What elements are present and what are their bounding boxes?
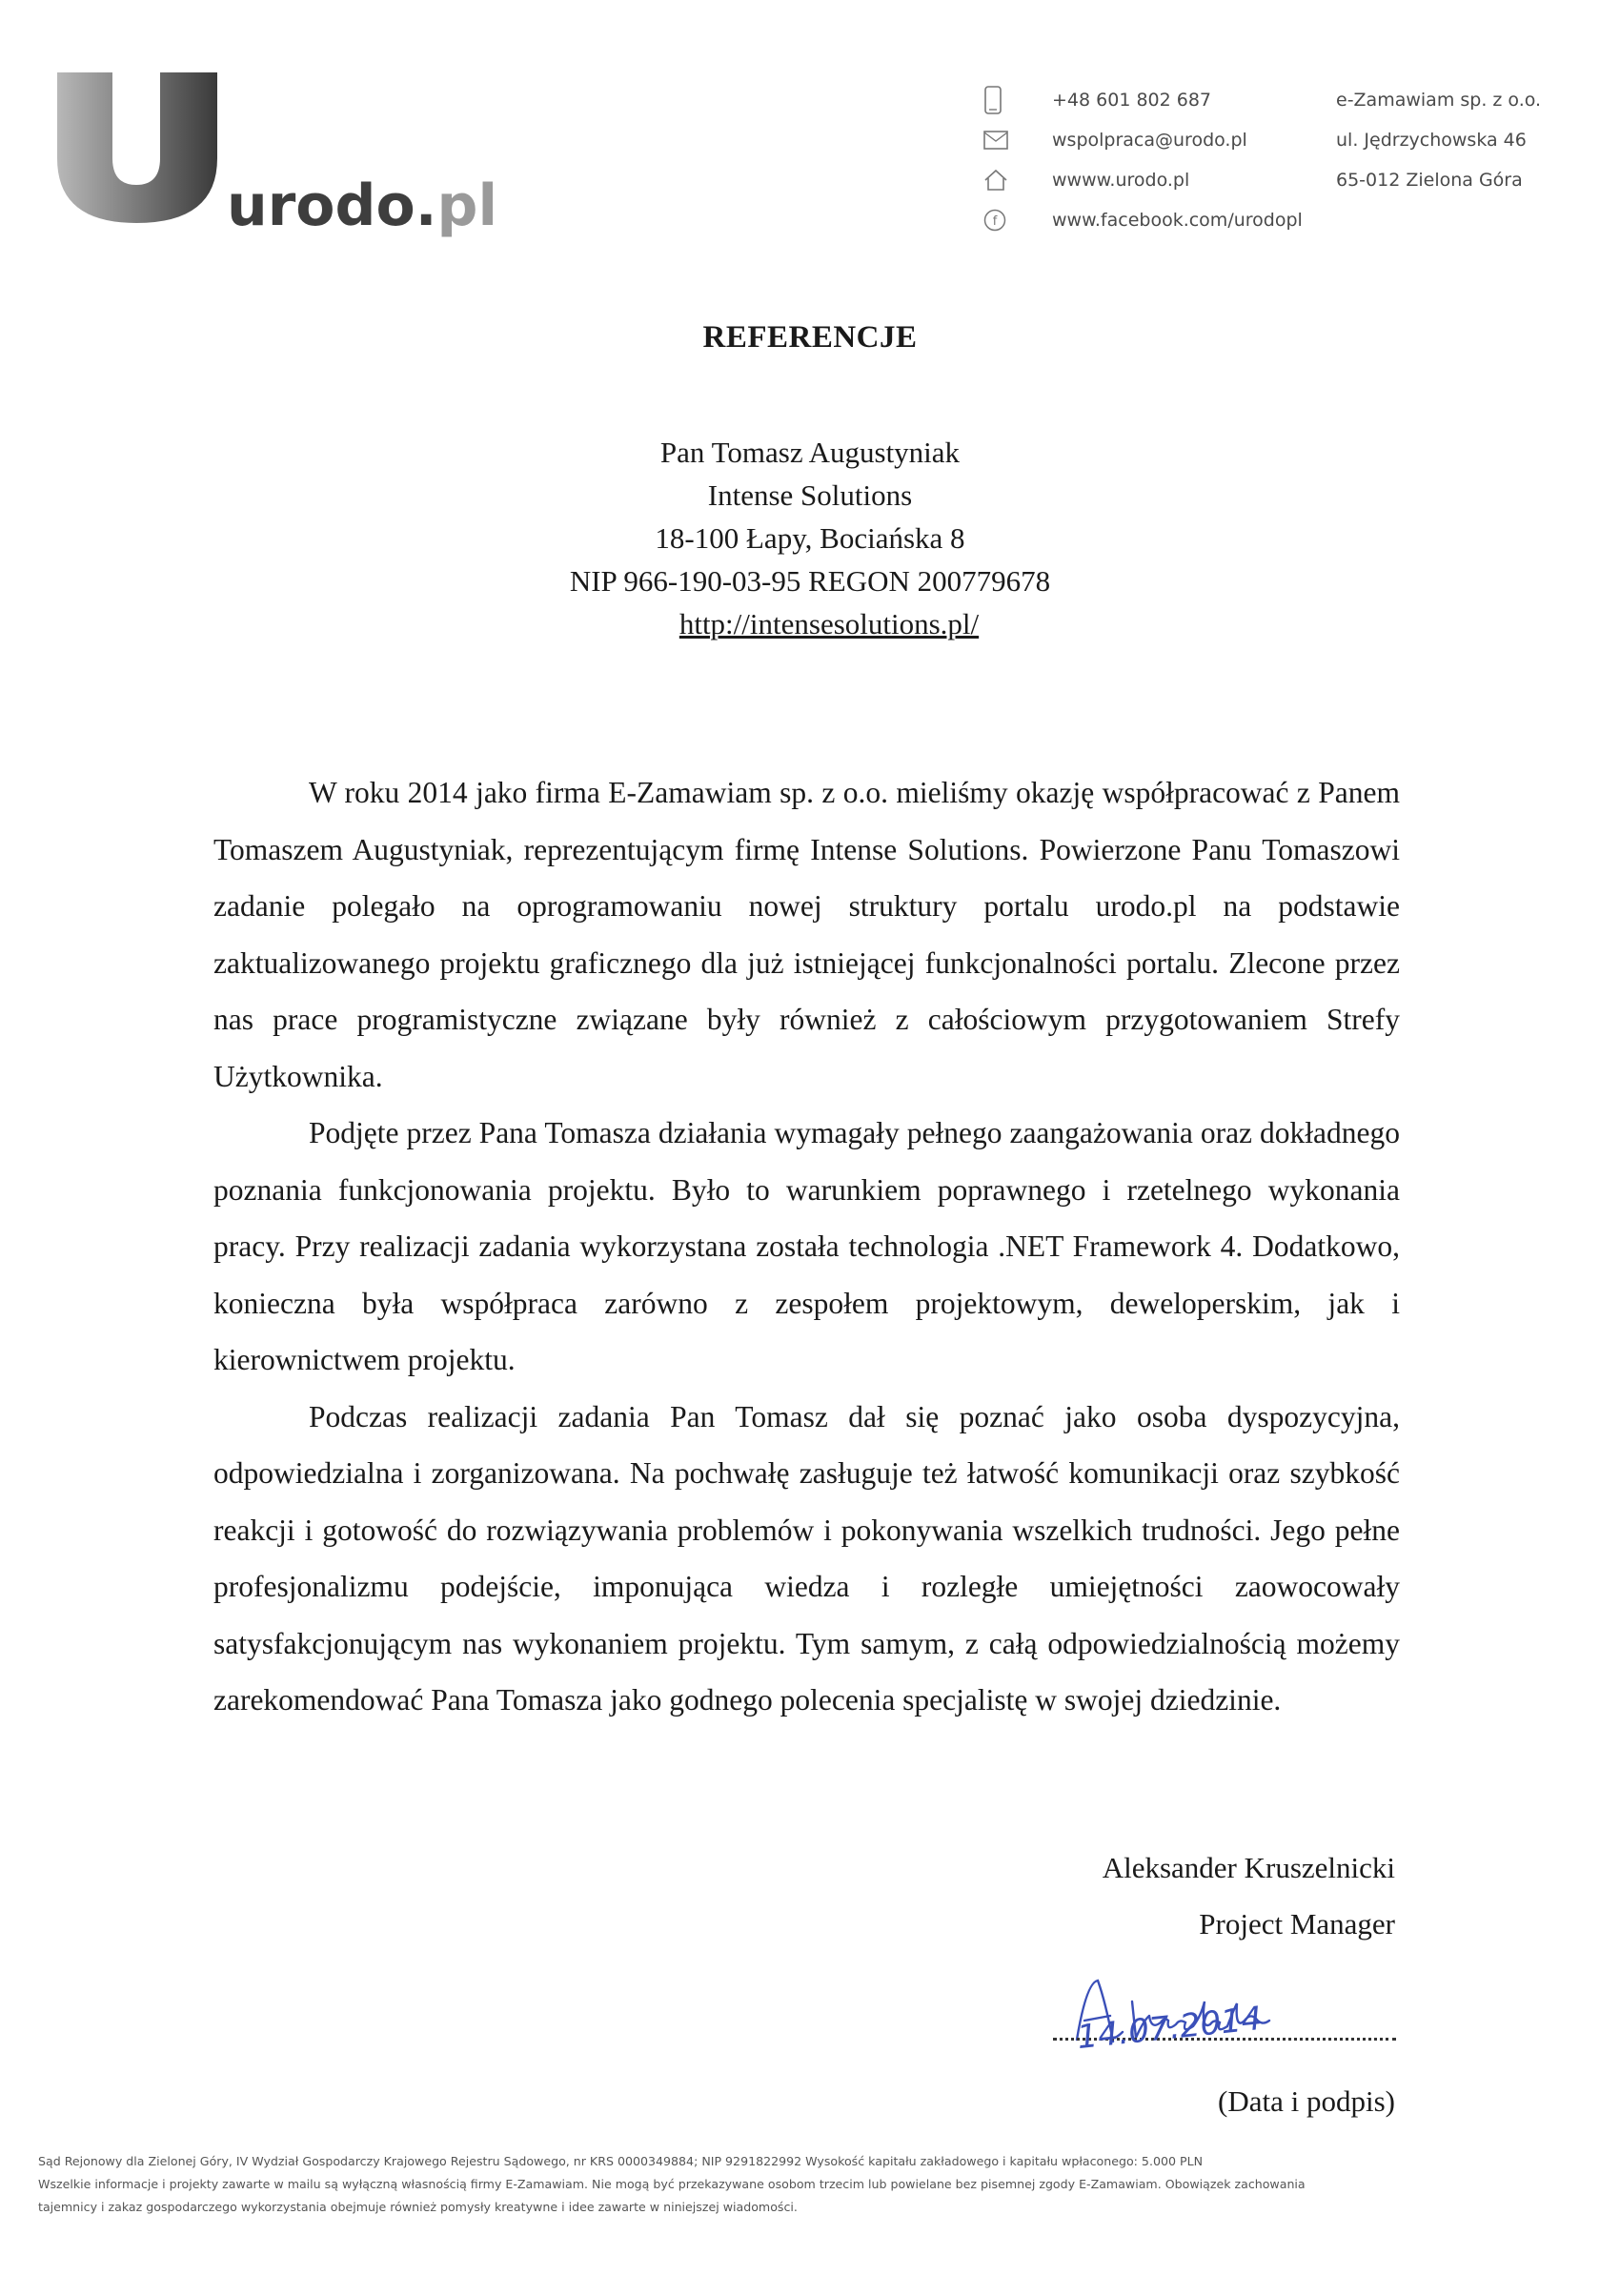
paragraph-3: Podczas realizacji zadania Pan Tomasz dał się poznać jako osoba dyspozycyjna, odpowiedzialna i zorganizowana. Na pochwałę zasługuje też łatwość komunikacji oraz szybkość reakcji i gotowość do rozwiązywania problemów i pokonywania wszelkich trudności. Jego pełne profesjonalizmu podejście, imponująca wiedza i rozległe umiejętności zaowocowały satysfakcjonującym nas wykonaniem projektu. Tym samym, z całą odpowiedzialnością możemy zarekomendować Pana Tomasza jako godnego polecenia specjalistę w swojej dziedzinie. [213,1399,1400,1717]
signer-name: Aleksander Kruszelnicki [1102,1851,1395,1884]
paragraph-1: W roku 2014 jako firma E-Zamawiam sp. z o.o. mieliśmy okazję współpracować z Panem Tomaszem Augustyniak, reprezentującym firmę Intense Solutions. Powierzone Panu Tomaszowi zadanie polegało na oprogramowaniu nowej struktury portalu urodo.pl na podstawie zaktualizowanego projektu graficznego dla już istniejącej funkcjonalności portalu. Zlecone przez nas prace programistyczne związane były również z całościowym przygotowaniem Strefy Użytkownika. [213,776,1400,1093]
footer-line-1: Sąd Rejonowy dla Zielonej Góry, IV Wydział Gospodarczy Krajowego Rejestru Sądowego, nr KRS 0000349884; NIP 9291822992 Wysokość kapitału zakładowego i kapitału wpłaconego: 5.000 PLN [38,2154,1204,2168]
phone-text: +48 601 802 687 [1052,90,1212,111]
home-icon [983,169,1022,192]
recipient-url-link[interactable]: http://intensesolutions.pl/ [678,607,980,640]
paragraph-2: Podjęte przez Pana Tomasza działania wymagały pełnego zaangażowania oraz dokładnego poznania funkcjonowania projektu. Było to warunkiem poprawnego i rzetelnego wykonania pracy. Przy realizacji zadania wykorzystana została technologia .NET Framework 4. Dodatkowo, konieczna była współpraca zarówno z zespołem projektowym, deweloperskim, jak i kierownictwem projektu. [213,1116,1400,1376]
legal-footer [38,2150,1601,2219]
recipient-ids: NIP 966-190-03-95 REGON 200779678 [569,564,1051,598]
company-name: e-Zamawiam sp. z o.o. [1336,90,1542,111]
signer-role: Project Manager [1199,1907,1395,1940]
envelope-icon [983,131,1022,150]
handwritten-date: 14.07.2014 [1075,1999,1265,2058]
website-text: wwww.urodo.pl [1052,170,1190,191]
facebook-icon [983,209,1022,232]
footer-line-3: tajemnicy i zakaz gospodarczego wykorzystania obejmuje również pomysły kreatywne i idee zawarte w niniejszej wiadomości. [38,2200,798,2214]
contact-facebook [983,200,1303,240]
contact-website [983,160,1303,200]
signature-caption: (Data i podpis) [1218,2084,1395,2118]
recipient-address: 18-100 Łapy, Bociańska 8 [655,521,965,555]
letter-body [213,764,1400,1729]
footer-line-2: Wszelkie informacje i projekty zawarte w mailu są wyłączną własnością firmy E-Zamawiam. Nie mogą być przekazywane osobom trzecim lub powielane bez pisemnej zgody E-Zamawiam. Obowiązek zachowania [38,2177,1306,2191]
phone-icon [983,86,1022,114]
email-text: wspolpraca@urodo.pl [1052,130,1247,151]
company-logo [46,63,498,239]
recipient-name: Pan Tomasz Augustyniak [659,436,961,469]
svg-text:f: f [992,214,998,229]
company-street: ul. Jędrzychowska 46 [1336,130,1527,151]
document-title: REFERENCJE [702,320,918,355]
logo-u-icon [46,63,227,225]
recipient-block [429,431,1191,645]
contact-email [983,120,1303,160]
contact-phone [983,80,1303,120]
logo-text: urodo.pl [227,173,498,239]
contact-info [983,80,1303,240]
company-address [1336,80,1541,200]
recipient-company: Intense Solutions [707,478,913,512]
facebook-text: www.facebook.com/urodopl [1052,210,1303,231]
company-city: 65-012 Zielona Góra [1336,170,1523,191]
